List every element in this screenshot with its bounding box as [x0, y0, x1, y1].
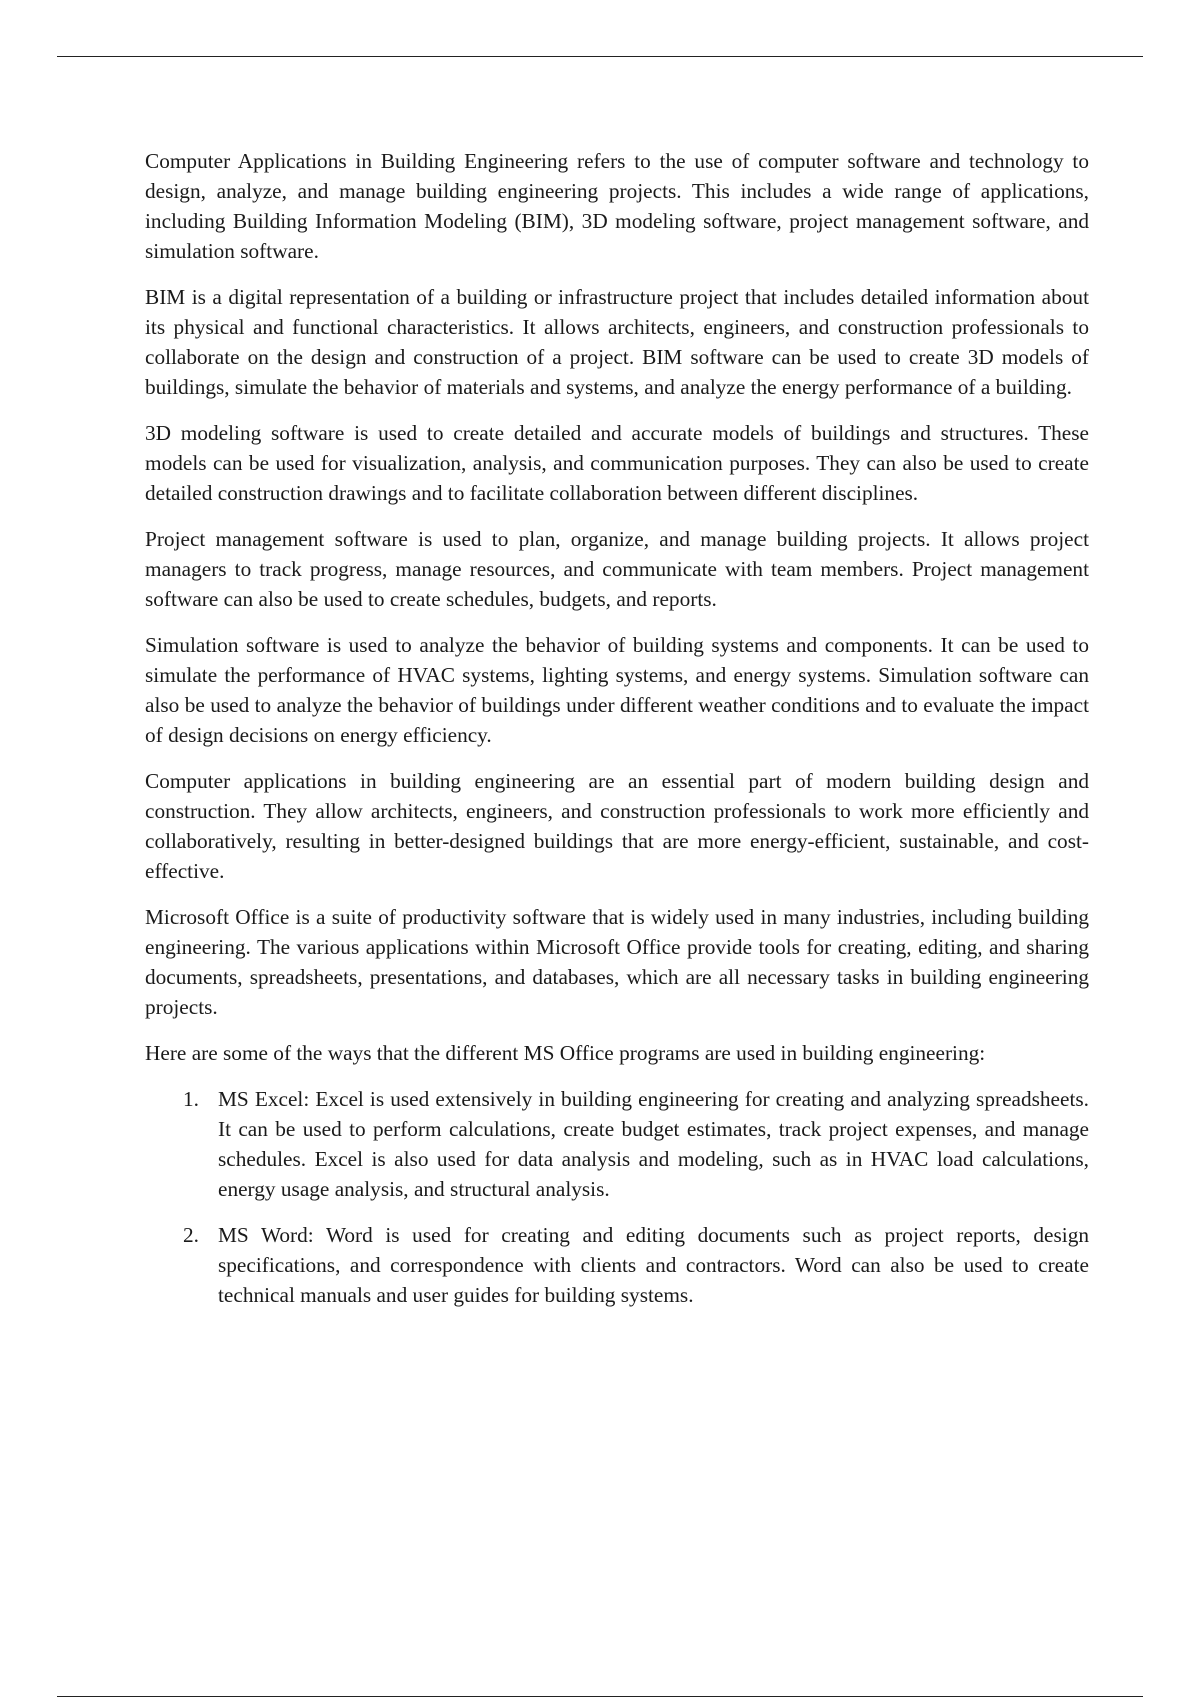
paragraph-ms-office: Microsoft Office is a suite of productivity software that is widely used in many industries, including building engineering. The various applications within Microsoft Office provide tools for creating, editing, and sharing documents, spreadsheets, presentations, and databases, which are all necessary tasks in building engineering projects.	[145, 905, 1089, 1019]
paragraph-simulation: Simulation software is used to analyze the behavior of building systems and components. It can be used to simulate the performance of HVAC systems, lighting systems, and energy systems. Simulation software can also be used to analyze the behavior of buildings under different weather conditions and to evaluate the impact of design decisions on energy efficiency.	[145, 633, 1089, 747]
list-item-text: MS Word: Word is used for creating and editing documents such as project reports, design specifications, and correspondence with clients and contractors. Word can also be used to create technical manuals and user guides for building systems.	[218, 1223, 1089, 1307]
list-item-number: 1.	[183, 1087, 199, 1111]
paragraph-bim: BIM is a digital representation of a building or infrastructure project that includes detailed information about its physical and functional characteristics. It allows architects, engineers, and construction professionals to collaborate on the design and construction of a project. BIM software can be used to create 3D models of buildings, simulate the behavior of materials and systems, and analyze the energy performance of a building.	[145, 285, 1089, 399]
paragraph-summary: Computer applications in building engineering are an essential part of modern building design and construction. They allow architects, engineers, and construction professionals to work more efficiently and collaboratively, resulting in better-designed buildings that are more energy-efficient, sustainable, and cost-effective.	[145, 769, 1089, 883]
numbered-list	[145, 1084, 1089, 1310]
list-item	[145, 1084, 1089, 1204]
header-rule	[57, 56, 1143, 57]
footer-rule	[57, 1696, 1143, 1697]
list-item-number: 2.	[183, 1223, 199, 1247]
paragraph-intro: Computer Applications in Building Engineering refers to the use of computer software and technology to design, analyze, and manage building engineering projects. This includes a wide range of applications, including Building Information Modeling (BIM), 3D modeling software, project management software, and simulation software.	[145, 149, 1089, 263]
paragraph-list-intro: Here are some of the ways that the different MS Office programs are used in building engineering:	[145, 1041, 986, 1065]
paragraph-3d-modeling: 3D modeling software is used to create detailed and accurate models of buildings and structures. These models can be used for visualization, analysis, and communication purposes. They can also be used to create detailed construction drawings and to facilitate collaboration between different disciplines.	[145, 421, 1089, 505]
list-item	[145, 1220, 1089, 1310]
paragraph-project-management: Project management software is used to plan, organize, and manage building projects. It allows project managers to track progress, manage resources, and communicate with team members. Project management software can also be used to create schedules, budgets, and reports.	[145, 527, 1089, 611]
list-item-text: MS Excel: Excel is used extensively in building engineering for creating and analyzing spreadsheets. It can be used to perform calculations, create budget estimates, track project expenses, and manage schedules. Excel is also used for data analysis and modeling, such as in HVAC load calculations, energy usage analysis, and structural analysis.	[218, 1087, 1089, 1201]
document-body	[145, 146, 1089, 1326]
